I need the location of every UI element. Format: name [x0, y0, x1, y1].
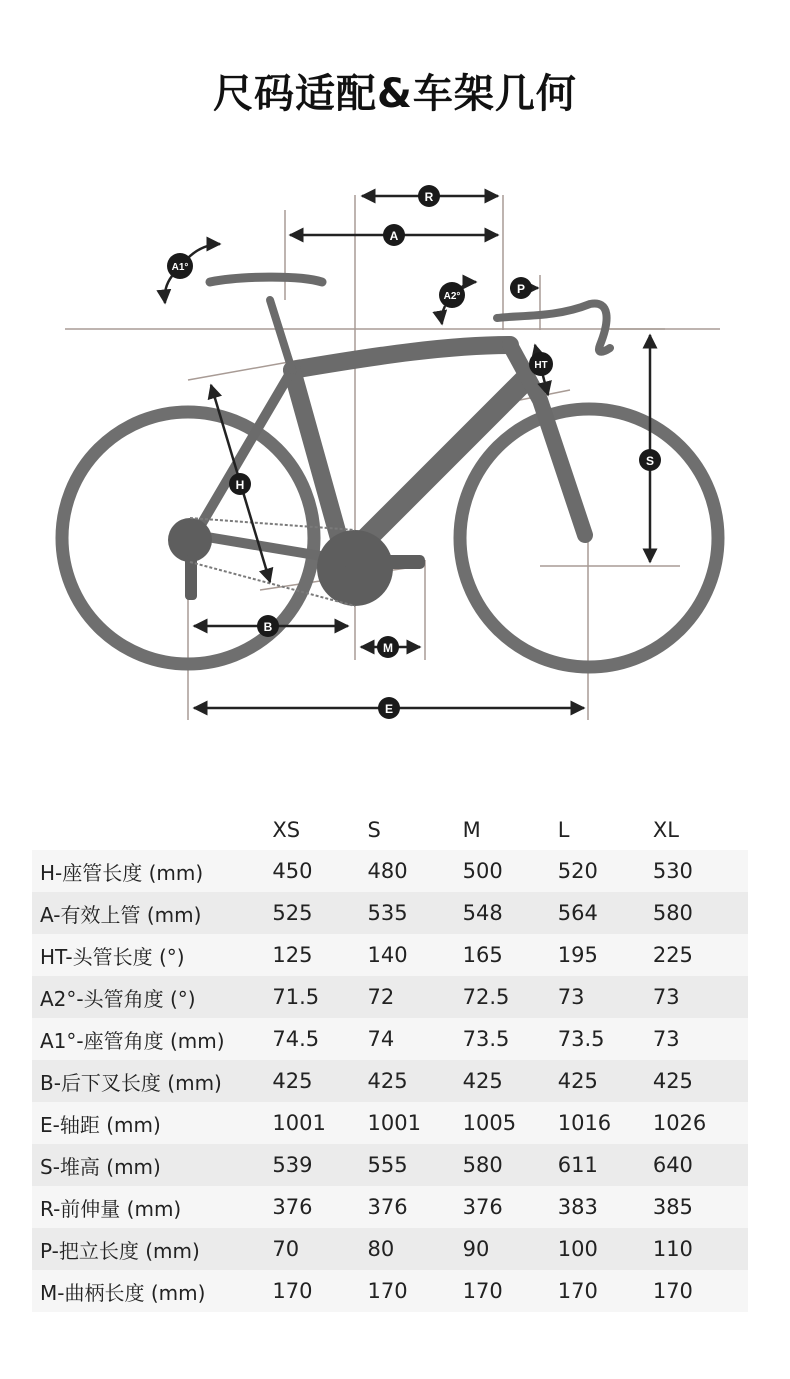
- badge-A: [383, 224, 405, 246]
- row-value: 1016: [558, 1102, 653, 1144]
- row-value: 580: [653, 892, 748, 934]
- table-row: [32, 1144, 748, 1186]
- row-value: 74.5: [272, 1018, 367, 1060]
- table-row: [32, 1228, 748, 1270]
- header-label-cell: [32, 810, 272, 850]
- row-label: A-有效上管 (mm): [32, 892, 272, 934]
- row-label: R-前伸量 (mm): [32, 1186, 272, 1228]
- badge-HT: [529, 352, 553, 376]
- badge-M: [377, 636, 399, 658]
- table-row: [32, 850, 748, 892]
- row-value: 530: [653, 850, 748, 892]
- row-value: 1001: [272, 1102, 367, 1144]
- row-value: 70: [272, 1228, 367, 1270]
- row-label: A2°-头管角度 (°): [32, 976, 272, 1018]
- row-value: 1026: [653, 1102, 748, 1144]
- size-header-l: L: [557, 818, 570, 842]
- row-value: 580: [463, 1144, 558, 1186]
- table-row: [32, 892, 748, 934]
- row-value: 425: [368, 1060, 463, 1102]
- svg-text:H: H: [235, 478, 245, 492]
- table-row: [32, 1186, 748, 1228]
- row-label: H-座管长度 (mm): [32, 850, 272, 892]
- badge-P: [510, 277, 532, 299]
- row-value: 170: [558, 1270, 653, 1312]
- row-value: 425: [653, 1060, 748, 1102]
- badge-S: [639, 449, 661, 471]
- row-value: 73: [653, 976, 748, 1018]
- row-value: 100: [558, 1228, 653, 1270]
- row-value: 425: [558, 1060, 653, 1102]
- size-header-row: [32, 810, 748, 850]
- size-header-xl: XL: [652, 818, 679, 842]
- row-value: 520: [558, 850, 653, 892]
- row-value: 1001: [368, 1102, 463, 1144]
- row-value: 140: [368, 934, 463, 976]
- svg-text:P: P: [516, 282, 526, 296]
- row-value: 564: [558, 892, 653, 934]
- bike-frame: [195, 277, 610, 560]
- table-row: [32, 976, 748, 1018]
- row-label: B-后下叉长度 (mm): [32, 1060, 272, 1102]
- row-value: 555: [368, 1144, 463, 1186]
- svg-text:R: R: [424, 190, 434, 204]
- row-value: 71.5: [272, 976, 367, 1018]
- row-label: HT-头管长度 (°): [32, 934, 272, 976]
- svg-text:A1°: A1°: [171, 262, 189, 273]
- row-value: 125: [272, 934, 367, 976]
- row-value: 72: [368, 976, 463, 1018]
- svg-text:B: B: [263, 620, 273, 634]
- row-value: 425: [463, 1060, 558, 1102]
- size-header-m: M: [462, 818, 481, 842]
- row-label: A1°-座管角度 (mm): [32, 1018, 272, 1060]
- row-value: 376: [368, 1186, 463, 1228]
- row-value: 72.5: [463, 976, 558, 1018]
- row-label: S-堆高 (mm): [32, 1144, 272, 1186]
- size-header-xs: XS: [272, 818, 301, 842]
- svg-text:A2°: A2°: [443, 291, 461, 302]
- row-value: 110: [653, 1228, 748, 1270]
- bike-geometry-diagram: [0, 150, 790, 750]
- table-row: [32, 1018, 748, 1060]
- row-value: 376: [272, 1186, 367, 1228]
- table-row: [32, 1270, 748, 1312]
- row-value: 80: [368, 1228, 463, 1270]
- row-value: 525: [272, 892, 367, 934]
- row-value: 73: [653, 1018, 748, 1060]
- row-value: 195: [558, 934, 653, 976]
- row-value: 425: [272, 1060, 367, 1102]
- badge-H: [229, 473, 251, 495]
- badge-E: [378, 697, 400, 719]
- row-value: 225: [653, 934, 748, 976]
- row-value: 640: [653, 1144, 748, 1186]
- page-title: 尺码适配&车架几何: [213, 71, 577, 117]
- row-value: 73.5: [558, 1018, 653, 1060]
- table-row: [32, 1060, 748, 1102]
- row-label: M-曲柄长度 (mm): [32, 1270, 272, 1312]
- row-value: 611: [558, 1144, 653, 1186]
- badge-A2: [439, 282, 465, 308]
- row-value: 170: [463, 1270, 558, 1312]
- svg-text:S: S: [645, 454, 655, 468]
- row-value: 73: [558, 976, 653, 1018]
- table-row: [32, 1102, 748, 1144]
- row-value: 480: [368, 850, 463, 892]
- row-value: 1005: [463, 1102, 558, 1144]
- size-header-s: S: [367, 818, 381, 842]
- svg-text:HT: HT: [534, 360, 548, 371]
- svg-text:A: A: [389, 229, 399, 243]
- badge-A1: [167, 253, 193, 279]
- table-row: [32, 934, 748, 976]
- row-value: 74: [368, 1018, 463, 1060]
- badge-R: [418, 185, 440, 207]
- svg-text:E: E: [384, 702, 394, 716]
- geometry-table: [32, 810, 748, 1312]
- row-label: P-把立长度 (mm): [32, 1228, 272, 1270]
- row-value: 383: [558, 1186, 653, 1228]
- badge-B: [257, 615, 279, 637]
- row-value: 73.5: [463, 1018, 558, 1060]
- row-value: 170: [653, 1270, 748, 1312]
- row-value: 170: [272, 1270, 367, 1312]
- row-value: 385: [653, 1186, 748, 1228]
- table-body: [32, 850, 748, 1312]
- row-value: 500: [463, 850, 558, 892]
- row-label: E-轴距 (mm): [32, 1102, 272, 1144]
- row-value: 170: [368, 1270, 463, 1312]
- row-value: 535: [368, 892, 463, 934]
- row-value: 548: [463, 892, 558, 934]
- row-value: 376: [463, 1186, 558, 1228]
- row-value: 450: [272, 850, 367, 892]
- row-value: 90: [463, 1228, 558, 1270]
- row-value: 539: [272, 1144, 367, 1186]
- svg-text:M: M: [383, 641, 393, 655]
- dimension-arrows: [165, 196, 650, 708]
- row-value: 165: [463, 934, 558, 976]
